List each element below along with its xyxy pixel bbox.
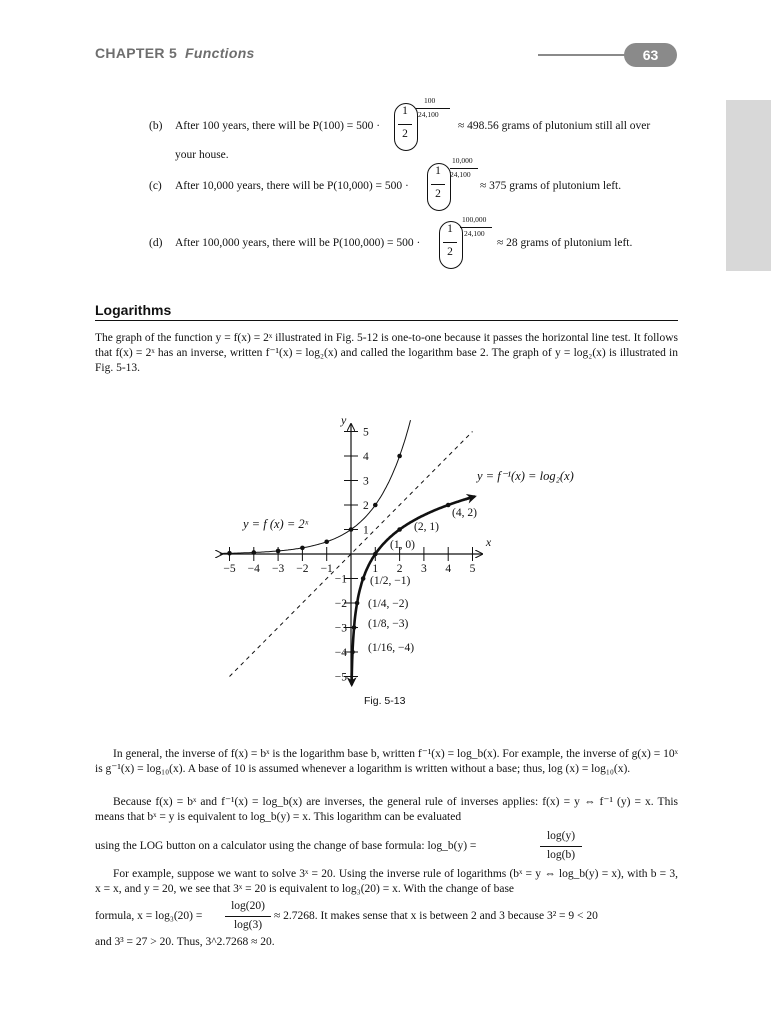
x-tick-label: 2: [396, 563, 403, 575]
log-curve-arrow: [465, 496, 475, 499]
curves: [222, 420, 475, 685]
paragraph-rule-of-inverses: Because f(x) = bˣ and f⁻¹(x) = log_b(x) are inverses, the general rule of inverses applies: f(x) = y ⇔ f⁻¹ (y) = x. This means that bˣ = y is equivalent to log_b(y) = x. This logarithm can be evaluated: [95, 796, 678, 823]
y-tick-label: −2: [334, 598, 347, 610]
d-fraction-numerator: 1: [447, 223, 453, 235]
log-point: [350, 650, 355, 655]
point-label: (2, 1): [414, 521, 439, 533]
log-point: [373, 552, 378, 557]
y-tick-label: −5: [334, 671, 347, 684]
x-tick-label: −3: [271, 563, 285, 575]
b-exponent-numerator: 100: [424, 96, 436, 105]
c-exponent-denominator: 24,100: [450, 170, 471, 179]
exponential-point: [324, 539, 329, 544]
x-tick-label: 5: [469, 563, 476, 575]
log-point: [361, 576, 366, 581]
section-intro: The graph of the function y = f(x) = 2ˣ illustrated in Fig. 5-12 is one-to-one because it passes the horizontal line test. It follows that f(x) = 2ˣ has an inverse, written f⁻¹(x) = log₂(x) and called the logarithm base 2. The graph of y = log₂(x) is illustrated in Fig. 5-13.: [95, 332, 678, 374]
chapter-title: Functions: [185, 45, 255, 61]
y-tick-label: 3: [363, 475, 369, 488]
example-bar: [225, 916, 271, 917]
figure-caption: Fig. 5-13: [364, 695, 406, 707]
exponential-point: [227, 551, 232, 556]
change-of-base-numerator: log(y): [546, 830, 576, 842]
x-tick-label: 4: [445, 563, 452, 575]
d-label: (d): [149, 237, 163, 249]
example-numerator: log(20): [231, 900, 265, 912]
exponential-point: [300, 546, 305, 551]
exponential-point: [397, 454, 402, 459]
point-label: (1/2, −1): [370, 575, 411, 587]
d-exponent-denominator: 24,100: [464, 229, 485, 238]
x-tick-label: −1: [320, 563, 333, 575]
section-title: Logarithms: [95, 302, 172, 318]
b-fraction-denominator: 2: [402, 128, 408, 140]
c-label: (c): [149, 180, 162, 192]
x-tick-label: −4: [247, 563, 260, 575]
d-fraction-denominator: 2: [447, 246, 453, 258]
point-label: (1/8, −3): [368, 618, 409, 630]
y-tick-label: 1: [363, 524, 369, 537]
d-exponent-numerator: 100,000: [462, 215, 487, 224]
c-text: After 10,000 years, there will be P(10,000) = 500 ·: [175, 180, 409, 192]
exponential-curve: [222, 420, 410, 553]
paragraph-example-solve: For example, suppose we want to solve 3ˣ = 20. Using the inverse rule of logarithms (bˣ = y ⇔ log_b(y) = x), with b = 3, x = x, and y = 20, we see that 3ˣ = 20 is equivalent to log₃(20) = x. With the change of base: [95, 868, 678, 895]
x-tick-label: −2: [296, 563, 309, 575]
b-fraction-numerator: 1: [402, 105, 408, 117]
b-text: After 100 years, there will be P(100) = 500 ·: [175, 120, 381, 132]
c-fraction-numerator: 1: [435, 165, 441, 177]
example-denominator: log(3): [233, 919, 263, 931]
c-exponent-numerator: 10,000: [452, 156, 473, 165]
b-label: (b): [149, 120, 163, 132]
exponential-point: [252, 550, 257, 555]
page-number: 63: [624, 43, 677, 67]
point-label: (1/16, −4): [368, 642, 415, 654]
example-conclusion: and 3³ = 27 > 20. Thus, 3^2.7268 ≈ 20.: [95, 936, 275, 948]
d-text: After 100,000 years, there will be P(100,000) = 500 ·: [175, 237, 421, 249]
change-of-base-line: using the LOG button on a calculator using the change of base formula: log_b(y) =: [95, 840, 477, 852]
axes: [220, 424, 482, 683]
exponential-label: y = f (x) = 2ˣ: [243, 517, 309, 531]
point-label: (4, 2): [452, 507, 477, 519]
example-formula-lead: formula, x = log₃(20) =: [95, 910, 203, 922]
y-tick-label: −1: [334, 573, 347, 586]
exponential-point: [349, 527, 354, 532]
y-tick-label: −3: [334, 622, 347, 635]
x-tick-label: −5: [223, 563, 236, 575]
exponential-point: [373, 503, 378, 508]
y-axis-label: y: [341, 413, 347, 427]
log-point: [355, 601, 360, 606]
point-label: (1/4, −2): [368, 598, 409, 610]
y-tick-label: −4: [334, 647, 347, 659]
x-tick-label: 3: [421, 563, 427, 575]
x-tick-label: 1: [372, 563, 379, 575]
c-fraction-denominator: 2: [435, 188, 441, 200]
b-exponent-denominator: 24,100: [418, 110, 439, 119]
figure-labels: [241, 413, 574, 654]
x-axis-label: x: [485, 535, 492, 549]
y-tick-label: 5: [363, 426, 369, 439]
paragraph-general-inverse: In general, the inverse of f(x) = bˣ is the logarithm base b, written f⁻¹(x) = log_b(x). For example, the inverse of g(x) = 10ˣ is g⁻¹(x) = log₁₀(x). A base of 10 is assumed whenever a logarithm is written without a base; thus, log (x) = log₁₀(x).: [95, 748, 678, 775]
change-of-base-bar: [540, 846, 582, 847]
chapter-label: CHAPTER 5: [95, 45, 178, 61]
y-tick-label: 4: [363, 451, 369, 463]
exponential-point: [276, 549, 281, 554]
log-point: [397, 527, 402, 532]
log-point: [446, 503, 451, 508]
d-result: ≈ 28 grams of plutonium left.: [497, 237, 633, 249]
change-of-base-denominator: log(b): [546, 849, 576, 861]
log-label: y = f⁻¹(x) = log₂(x): [477, 469, 574, 483]
point-label: (1, 0): [390, 539, 415, 551]
c-result: ≈ 375 grams of plutonium left.: [480, 180, 622, 192]
log-point: [352, 625, 357, 630]
example-formula-tail: ≈ 2.7268. It makes sense that x is between 2 and 3 because 3² = 9 < 20: [274, 910, 598, 922]
y-tick-label: 2: [363, 500, 369, 512]
b-continuation: your house.: [175, 149, 229, 161]
b-result: ≈ 498.56 grams of plutonium still all over: [458, 120, 651, 132]
